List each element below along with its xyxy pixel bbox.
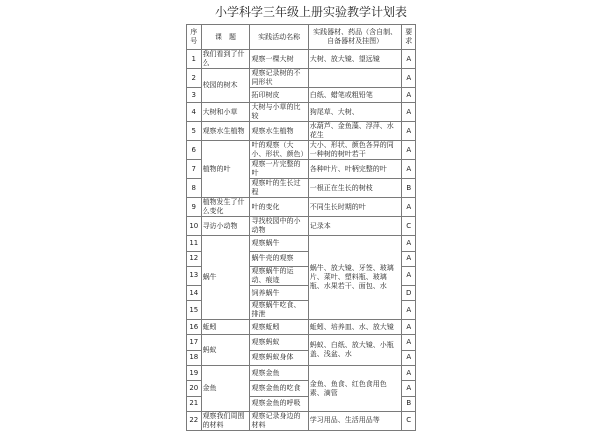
- cell-materials: [308, 69, 402, 88]
- cell-no: 13: [187, 266, 202, 285]
- header-no: 序号: [187, 25, 202, 50]
- cell-topic: 寻访小动物: [201, 217, 250, 236]
- cell-no: 22: [187, 411, 202, 430]
- cell-no: 4: [187, 103, 202, 122]
- cell-no: 17: [187, 335, 202, 350]
- cell-materials: 蚂蚁、白纸、放大镜、小瓶盖、浅盆、水: [308, 335, 402, 366]
- cell-requirement: A: [402, 69, 416, 88]
- cell-no: 9: [187, 198, 202, 217]
- cell-no: 20: [187, 381, 202, 396]
- cell-requirement: D: [402, 285, 416, 300]
- table-row: [187, 103, 416, 122]
- table-row: [187, 198, 416, 217]
- cell-no: 6: [187, 141, 202, 160]
- cell-topic: 植物发生了什么变化: [201, 198, 250, 217]
- cell-requirement: A: [402, 160, 416, 179]
- cell-requirement: A: [402, 198, 416, 217]
- cell-activity: 观察记录树的不同形状: [250, 69, 308, 88]
- document-title: 小学科学三年级上册实验教学计划表: [214, 5, 407, 19]
- cell-no: 15: [187, 301, 202, 320]
- table-row: [187, 320, 416, 335]
- table-row: [187, 122, 416, 141]
- cell-activity: 观察一棵大树: [250, 50, 308, 69]
- cell-requirement: A: [402, 50, 416, 69]
- cell-materials: 大小、形状、颜色各异的同一种树的树叶若干: [308, 141, 402, 160]
- cell-requirement: A: [402, 141, 416, 160]
- cell-requirement: A: [402, 320, 416, 335]
- cell-activity: 观察一片完整的叶: [250, 160, 308, 179]
- cell-requirement: A: [402, 381, 416, 396]
- cell-topic: 大树和小草: [201, 103, 250, 122]
- cell-activity: 观察金鱼的呼吸: [250, 396, 308, 411]
- cell-requirement: A: [402, 236, 416, 251]
- cell-requirement: C: [402, 411, 416, 430]
- cell-topic: 蚂蚁: [201, 335, 250, 366]
- table-row: [187, 217, 416, 236]
- cell-no: 5: [187, 122, 202, 141]
- cell-topic: 植物的叶: [201, 141, 250, 198]
- cell-activity: 观察蚯蚓: [250, 320, 308, 335]
- cell-materials: 金鱼、鱼食、红色食用色素、滴管: [308, 366, 402, 412]
- cell-activity: 观察金鱼: [250, 366, 308, 381]
- cell-materials: 蜗牛、放大镜、牙签、玻璃片、菜叶、塑料瓶、玻璃瓶、水果若干、面包、水: [308, 236, 402, 320]
- cell-activity: 叶的观察（大小、形状、颜色）: [251, 141, 308, 159]
- cell-requirement: A: [402, 366, 416, 381]
- cell-materials: 蚯蚓、培养皿、水、放大镜: [308, 320, 402, 335]
- cell-no: 2: [187, 69, 202, 88]
- header-materials: 实践器材、药品（含自制、自备器材及挂图）: [308, 25, 402, 50]
- cell-activity: 寻找校园中的小动物: [250, 217, 308, 236]
- cell-requirement: A: [402, 266, 416, 285]
- cell-topic: 观察我们周围的材料: [201, 411, 250, 430]
- table-row: [187, 366, 416, 381]
- header-activity: 实践活动名称: [250, 25, 308, 50]
- cell-activity: 拓印树皮: [250, 88, 308, 103]
- table-row: [187, 236, 416, 251]
- cell-no: 7: [187, 160, 202, 179]
- cell-no: 3: [187, 88, 202, 103]
- cell-requirement: B: [402, 179, 416, 198]
- cell-topic: 蜗牛: [201, 236, 250, 320]
- cell-materials: 水葫芦、金鱼藻、浮萍、水花生: [308, 122, 402, 141]
- cell-materials: 不同生长时期的叶: [308, 198, 402, 217]
- table-row: [187, 335, 416, 350]
- cell-activity: 观察水生植物: [250, 122, 308, 141]
- cell-topic: 金鱼: [201, 366, 250, 412]
- experiment-plan-table: [186, 24, 416, 431]
- cell-activity: 观察蚂蚁: [250, 335, 308, 350]
- cell-materials: 一根正在生长的树枝: [308, 179, 402, 198]
- header-requirement: 要求: [402, 25, 416, 50]
- cell-no: 19: [187, 366, 202, 381]
- cell-topic: 我们看到了什么: [201, 50, 250, 69]
- cell-no: 12: [187, 251, 202, 266]
- cell-activity: 观察蚂蚁身体: [250, 350, 308, 365]
- cell-activity: 观察叶的生长过程: [250, 179, 308, 198]
- cell-requirement: C: [402, 217, 416, 236]
- cell-activity: 饲养蜗牛: [250, 285, 308, 300]
- cell-no: 1: [187, 50, 202, 69]
- cell-no: 8: [187, 179, 202, 198]
- cell-activity: 观察蜗牛: [250, 236, 308, 251]
- cell-requirement: A: [402, 122, 416, 141]
- cell-no: 10: [187, 217, 202, 236]
- cell-requirement: A: [402, 350, 416, 365]
- cell-activity: 蜗牛壳的观察: [250, 251, 308, 266]
- table-row: [187, 411, 416, 430]
- cell-activity: 观察金鱼的吃食: [250, 381, 308, 396]
- cell-materials: 学习用品、生活用品等: [308, 411, 402, 430]
- cell-no: 16: [187, 320, 202, 335]
- cell-requirement: B: [402, 396, 416, 411]
- cell-requirement: A: [402, 301, 416, 320]
- cell-materials: 大树、放大镜、望远镜: [308, 50, 402, 69]
- cell-activity: 观察记录身边的材料: [250, 411, 308, 430]
- cell-materials: 各种叶片、叶柄完整的叶: [308, 160, 402, 179]
- cell-requirement: A: [402, 88, 416, 103]
- cell-activity: 观察蜗牛的运动、痕迹: [250, 266, 308, 285]
- cell-requirement: A: [402, 251, 416, 266]
- cell-materials: 白纸、蜡笔或粗铅笔: [308, 88, 402, 103]
- header-topic: 课 题: [201, 25, 250, 50]
- table-header-row: [187, 25, 416, 50]
- cell-topic: 观察水生植物: [201, 122, 250, 141]
- cell-materials: 狗尾草、大树、: [308, 103, 402, 122]
- cell-no: 21: [187, 396, 202, 411]
- table-row: [187, 50, 416, 69]
- cell-activity: 大树与小草的比较: [250, 103, 308, 122]
- table-row: [187, 141, 416, 160]
- cell-requirement: A: [402, 335, 416, 350]
- cell-no: 11: [187, 236, 202, 251]
- cell-topic: 校园的树木: [201, 69, 250, 103]
- cell-activity: 叶的变化: [250, 198, 308, 217]
- cell-activity: 观察蜗牛吃食、排泄: [250, 301, 308, 320]
- table-row: [187, 69, 416, 88]
- cell-topic: 蚯蚓: [201, 320, 250, 335]
- cell-no: 14: [187, 285, 202, 300]
- cell-materials: 记录本: [308, 217, 402, 236]
- cell-no: 18: [187, 350, 202, 365]
- cell-requirement: A: [402, 103, 416, 122]
